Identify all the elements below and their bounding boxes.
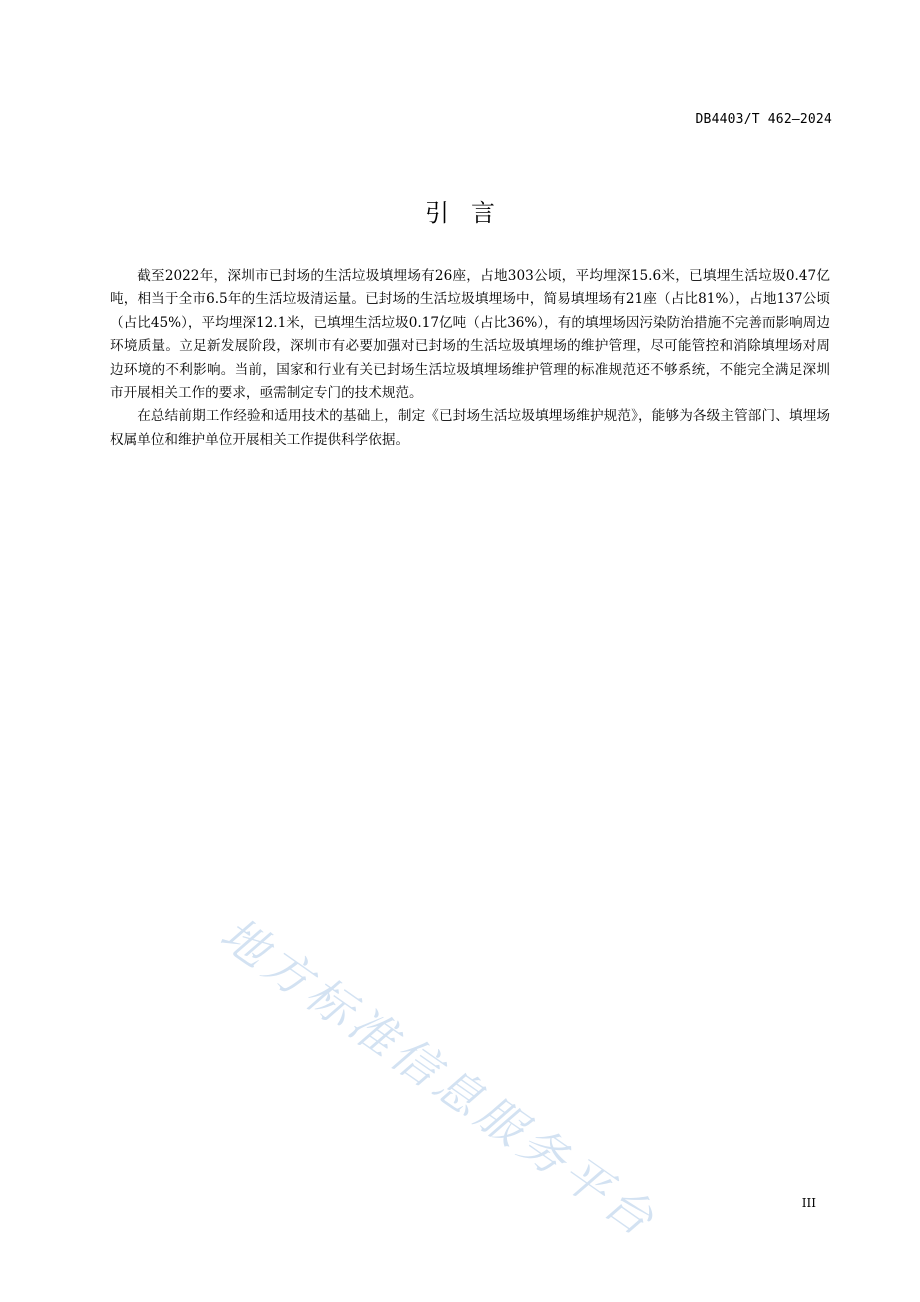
page-number: III — [801, 1196, 816, 1210]
watermark: 地方标准信息服务平台 — [210, 906, 668, 1249]
introduction-body — [110, 265, 830, 452]
paragraph-2: 在总结前期工作经验和适用技术的基础上，制定《已封场生活垃圾填埋场维护规范》，能够为各级主管部门、填埋场权属单位和维护单位开展相关工作提供科学依据。 — [110, 408, 830, 448]
paragraph-1: 截至2022年，深圳市已封场的生活垃圾填埋场有26座，占地303公顷，平均埋深15.6米，已填埋生活垃圾0.47亿吨，相当于全市6.5年的生活垃圾清运量。已封场的生活垃圾填埋场中，简易填埋场有21座（占比81%），占地137公顷（占比45%），平均埋深12.1米，已填埋生活垃圾0.17亿吨（占比36%），有的填埋场因污染防治措施不完善而影响周边环境质量。立足新发展阶段，深圳市有必要加强对已封场的生活垃圾填埋场的维护管理，尽可能管控和消除填埋场对周边环境的不利影响。当前，国家和行业有关已封场生活垃圾填埋场维护管理的标准规范还不够系统，不能完全满足深圳市开展相关工作的要求，亟需制定专门的技术规范。 — [110, 268, 830, 402]
page-title: 引言 — [425, 199, 517, 227]
document-number: DB4403/T 462—2024 — [695, 112, 832, 127]
